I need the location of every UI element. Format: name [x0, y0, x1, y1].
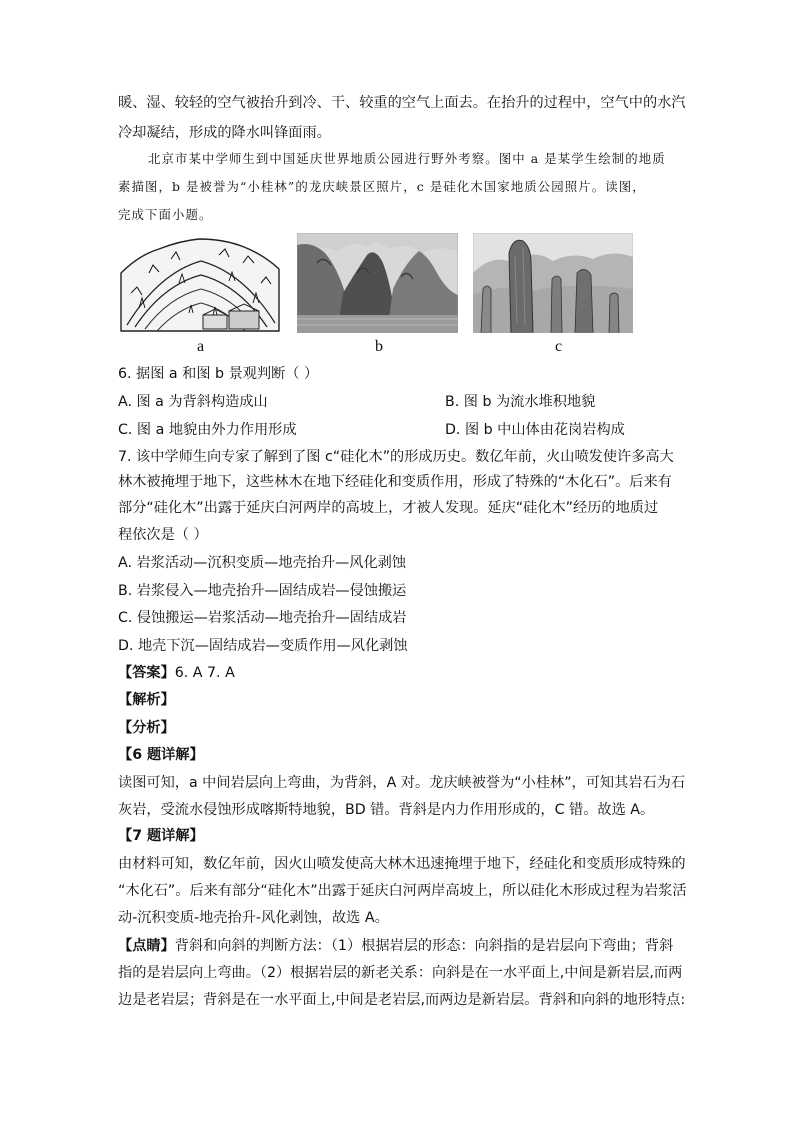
dianjing-label: 【点睛】	[118, 938, 175, 954]
figure-a-caption: a	[197, 338, 205, 355]
fenxi-label: 【分析】	[118, 720, 175, 736]
answer-text: 6. A 7. A	[174, 665, 235, 681]
material-line-1: 北京市某中学师生到中国延庆世界地质公园进行野外考察。图中 a 是某学生绘制的地质	[148, 151, 666, 166]
figure-c-caption: c	[555, 338, 563, 355]
q7-stem-line-1: 7. 该中学师生向专家了解到了图 c“硅化木”的形成历史。数亿年前，火山喷发使许多高大	[118, 449, 674, 465]
q7-option-a[interactable]: A. 岩浆活动—沉积变质—地壳抬升—风化剥蚀	[118, 555, 407, 571]
q7-stem-line-4: 程依次是（ ）	[118, 527, 208, 543]
dianjing-line-3: 边是老岩层；背斜是在一水平面上,中间是老岩层,而两边是新岩层。背斜和向斜的地形特点:	[118, 992, 686, 1008]
detail7-label: 【7 题详解】	[118, 828, 204, 844]
q7-option-b[interactable]: B. 岩浆侵入—地壳抬升—固结成岩—侵蚀搬运	[118, 583, 407, 599]
q7-stem-line-3: 部分“硅化木”出露于延庆白河两岸的高坡上，才被人发现。延庆“硅化木”经历的地质过	[118, 500, 659, 516]
q6-option-b[interactable]: B. 图 b 为流水堆积地貌	[445, 394, 596, 410]
material-line-3: 完成下面小题。	[118, 207, 213, 222]
dianjing-section	[118, 936, 673, 956]
figure-c-petrified-wood-photo	[473, 233, 633, 333]
q7-stem-line-2: 林木被掩埋于地下，这些林木在地下经硅化和变质作用，形成了特殊的“木化石”。后来有	[118, 474, 672, 490]
q6-option-a[interactable]: A. 图 a 为背斜构造成山	[118, 394, 268, 410]
q6-option-c[interactable]: C. 图 a 地貌由外力作用形成	[118, 422, 297, 438]
detail6-line-1: 读图可知，a 中间岩层向上弯曲，为背斜，A 对。龙庆峡被誉为“小桂林”，可知其岩石为石	[118, 775, 686, 791]
detail7-line-1: 由材料可知，数亿年前，因火山喷发使高大林木迅速掩埋于地下，经硅化和变质形成特殊的	[118, 856, 686, 872]
q6-option-d[interactable]: D. 图 b 中山体由花岗岩构成	[445, 422, 625, 438]
analysis-label: 【解析】	[118, 692, 175, 708]
dianjing-line-1: 背斜和向斜的判断方法：（1）根据岩层的形态：向斜指的是岩层向下弯曲；背斜	[174, 938, 674, 954]
figure-b-caption: b	[375, 338, 383, 355]
q7-option-d[interactable]: D. 地壳下沉—固结成岩—变质作用—风化剥蚀	[118, 638, 408, 654]
detail6-line-2: 灰岩，受流水侵蚀形成喀斯特地貌，BD 错。背斜是内力作用形成的，C 错。故选 A。	[118, 802, 655, 818]
intro-line-1: 暖、湿、较轻的空气被抬升到冷、干、较重的空气上面去。在抬升的过程中，空气中的水汽	[118, 95, 686, 111]
answer-label: 【答案】	[118, 665, 175, 681]
q6-stem: 6. 据图 a 和图 b 景观判断（ ）	[118, 366, 319, 382]
dianjing-line-2: 指的是岩层向上弯曲。（2）根据岩层的新老关系：向斜是在一水平面上,中间是新岩层,而两	[118, 965, 683, 981]
intro-line-2: 冷却凝结，形成的降水叫锋面雨。	[118, 125, 331, 141]
figure-b-gorge-photo	[297, 233, 458, 333]
detail7-line-3: 动-沉积变质-地壳抬升-风化剥蚀，故选 A。	[118, 910, 389, 926]
material-line-2: 素描图，b 是被誉为“小桂林”的龙庆峡景区照片，c 是硅化木国家地质公园照片。读图，	[118, 179, 646, 194]
detail6-label: 【6 题详解】	[118, 747, 204, 763]
figure-a-geological-sketch	[119, 233, 281, 333]
answer-section	[118, 663, 235, 683]
detail7-line-2: “木化石”。后来有部分“硅化木”出露于延庆白河两岸高坡上，所以硅化木形成过程为岩浆活	[118, 883, 687, 899]
q7-option-c[interactable]: C. 侵蚀搬运—岩浆活动—地壳抬升—固结成岩	[118, 610, 407, 626]
